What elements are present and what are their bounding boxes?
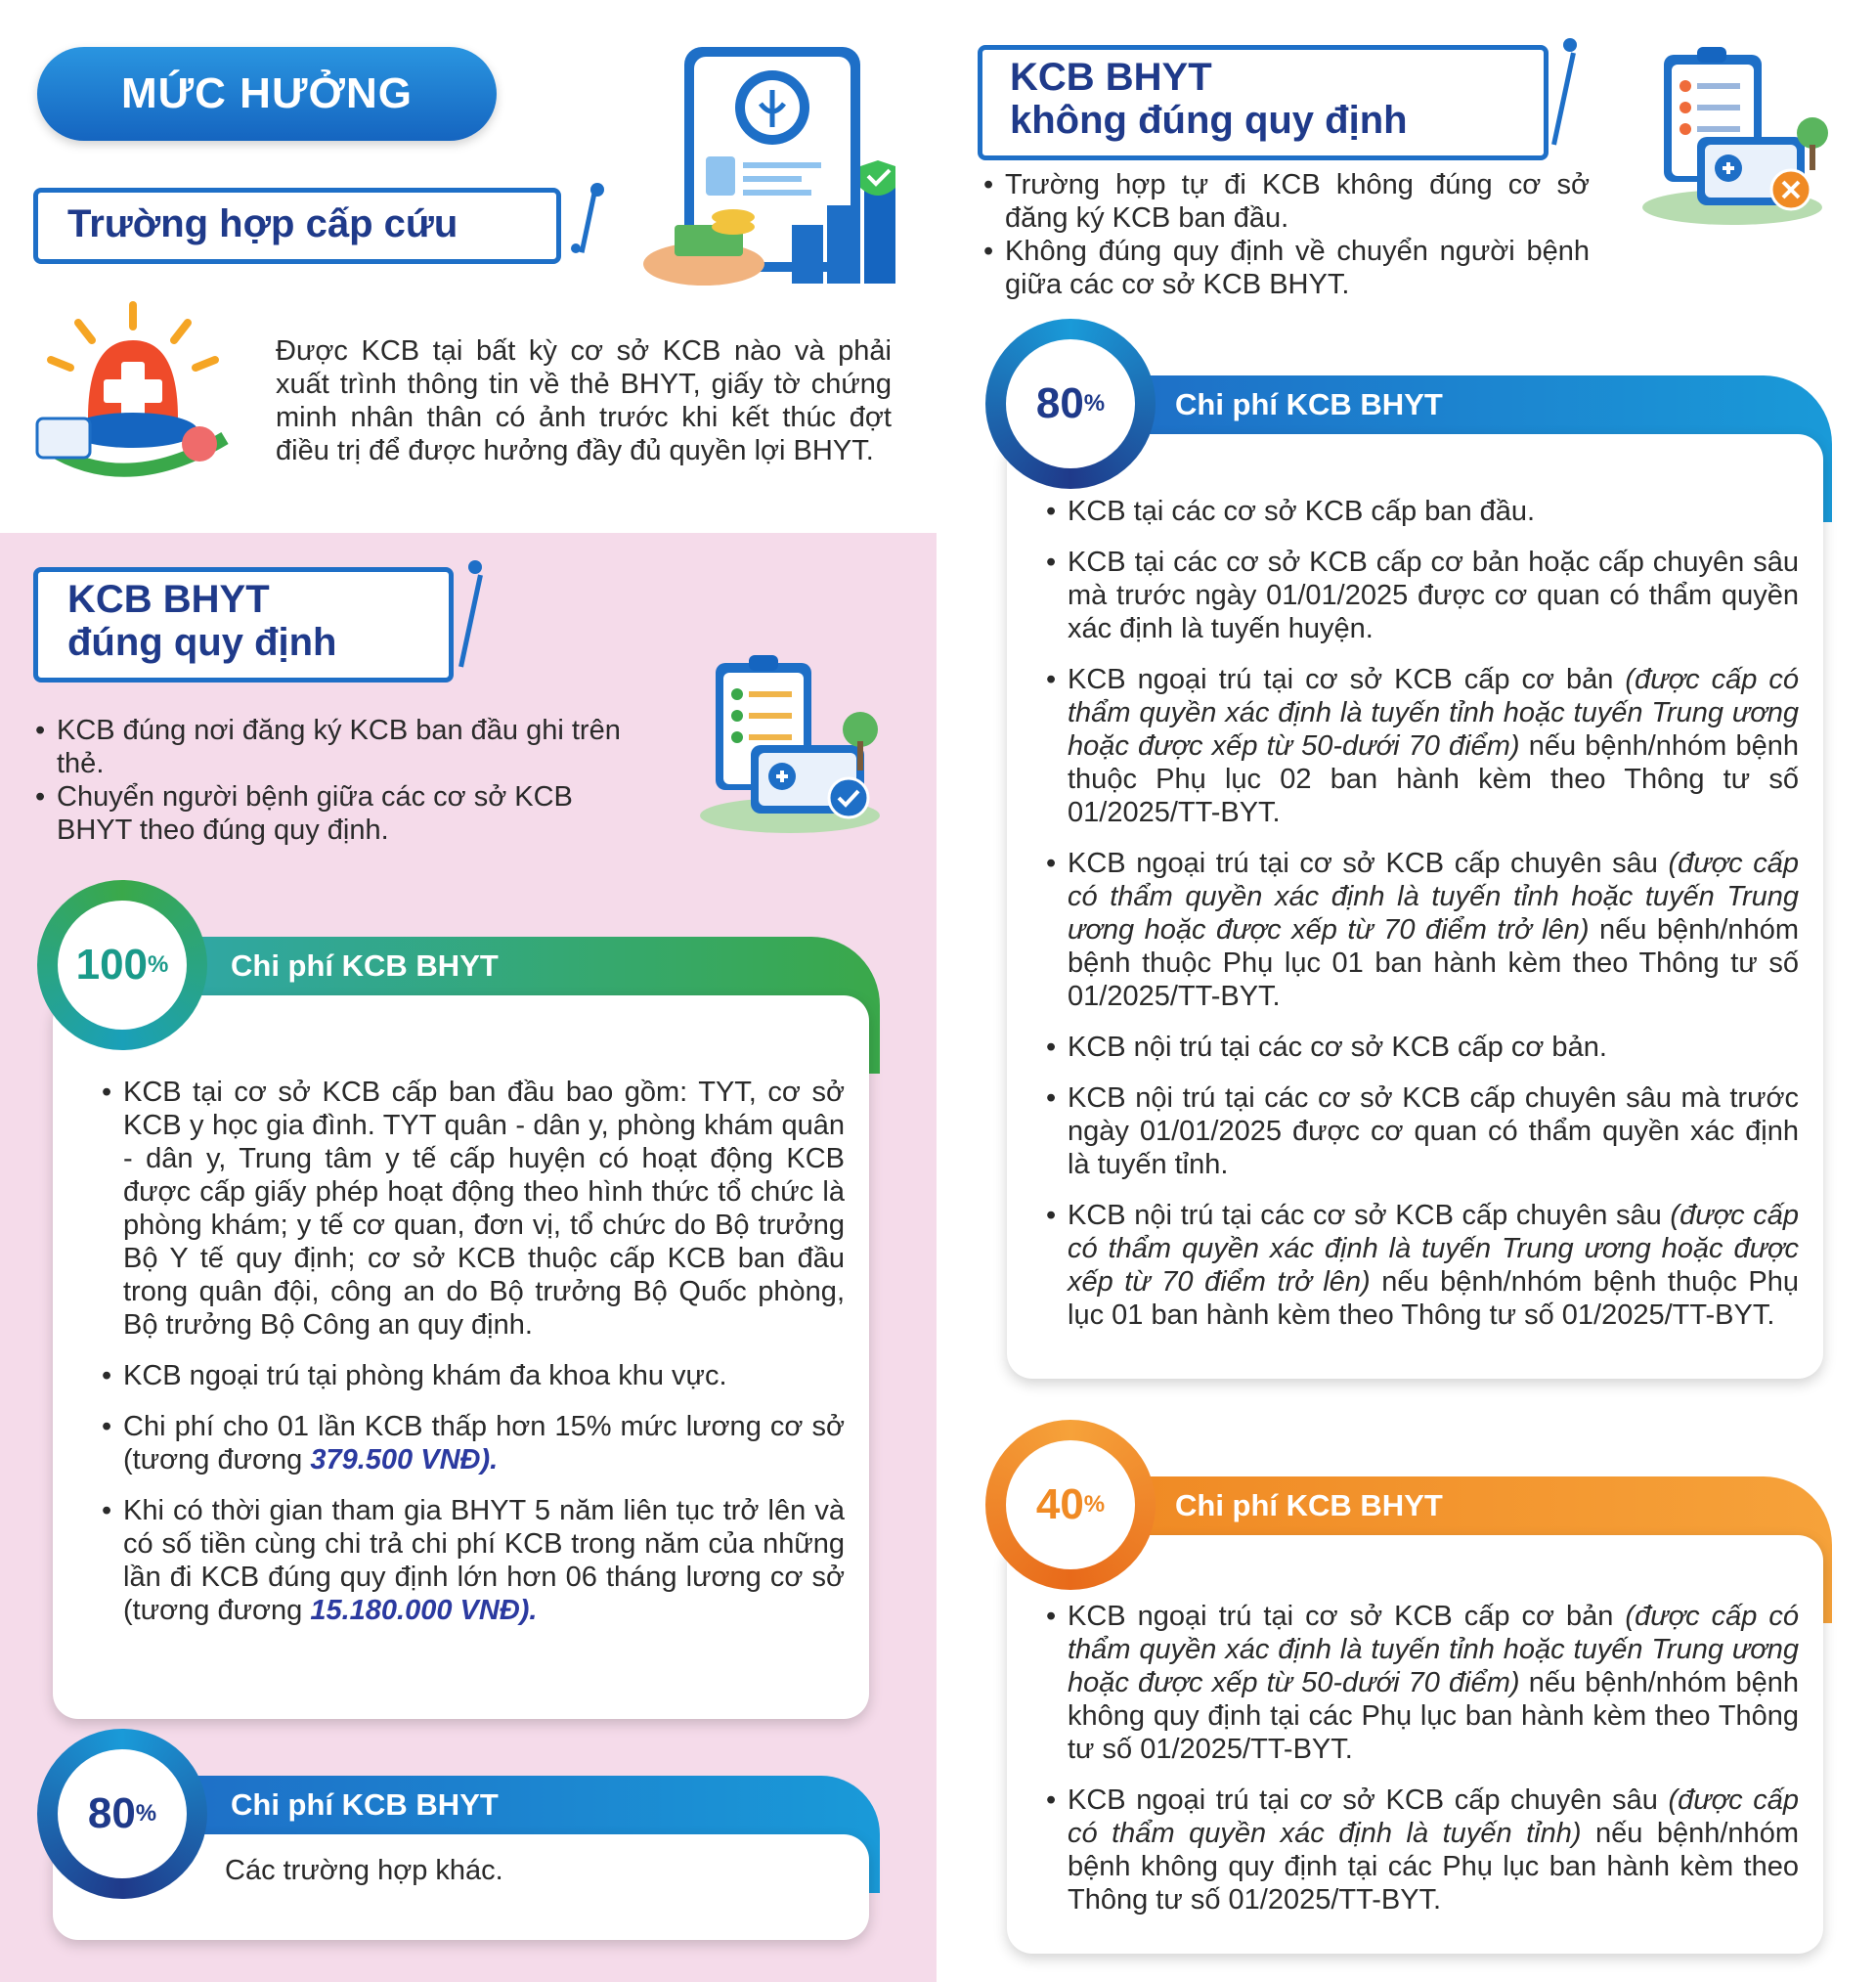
- item-text: Khi có thời gian tham gia BHYT 5 năm liên tục trở lên và có số tiền cùng chi trả chi phí KCB trong năm của những lần đi KCB đúng quy định lớn hơn 06 tháng lương cơ sở (tương đương: [123, 1495, 845, 1626]
- list-item: • KCB tại cơ sở KCB cấp ban đầu bao gồm: TYT, cơ sở KCB y học gia đình. TYT quân - dân y, phòng khám quân - dân y, Trung tâm y tế cấp huyện có hoạt động KCB được cấp giấy phép hoạt động theo hình thức tổ chức là phòng khám; y tế cơ quan, đơn vị, tổ chức do Bộ trưởng Bộ Y tế quy định; cơ sở KCB thuộc cấp KCB ban đầu trong quân đội, công an do Bộ trưởng Bộ Quốc phòng, Bộ trưởng Bộ Công an quy định.: [102, 1076, 845, 1342]
- benefit-80-badge: [1006, 339, 1135, 468]
- section-title-pill: MỨC HƯỞNG: [37, 47, 497, 141]
- item-text: KCB ngoại trú tại cơ sở KCB cấp cơ bản: [1068, 1601, 1626, 1632]
- list-item: • KCB nội trú tại các cơ sở KCB cấp cơ bản.: [1046, 1031, 1799, 1064]
- item-text: Chi phí cho 01 lần KCB thấp hơn 15% mức lương cơ sở (tương đương: [123, 1411, 845, 1475]
- tag-dot: [571, 243, 581, 253]
- item-text: nếu bệnh/nhóm bệnh thuộc Phụ lục 01 ban hành kèm theo Thông tư số 01/2025/TT-BYT.: [1068, 1266, 1799, 1331]
- list-item: • KCB nội trú tại các cơ sở KCB cấp chuyên sâu mà trước ngày 01/01/2025 được cơ quan có thẩm quyền xác định là tuyến tỉnh.: [1046, 1081, 1799, 1181]
- list-item: • KCB tại các cơ sở KCB cấp ban đầu.: [1046, 495, 1799, 528]
- tag-stick: [580, 193, 597, 253]
- tag-dot: [468, 560, 482, 574]
- item-text: nếu bệnh/nhóm bệnh không quy định tại các Phụ lục ban hành kèm theo Thông tư số 01/2025/TT-BYT.: [1068, 1818, 1799, 1916]
- list-item: [1046, 1199, 1799, 1332]
- item-note: (được cấp có thẩm quyền xác định là tuyến tỉnh hoặc tuyến Trung ương hoặc được xếp từ 70 điểm trở lên): [1068, 848, 1799, 946]
- benefit-80-list: [1046, 495, 1799, 1349]
- list-item: [1046, 1600, 1799, 1766]
- clipboard-check-illustration: [692, 651, 888, 837]
- correct-title-line2: đúng quy định: [67, 621, 337, 664]
- clipboard-x-illustration: [1635, 43, 1830, 229]
- list-item: • KCB đúng nơi đăng ký KCB ban đầu ghi trên thẻ.: [35, 714, 651, 780]
- tag-dot: [590, 183, 604, 197]
- list-item: [1046, 847, 1799, 1013]
- percent-value: 80: [87, 1789, 136, 1837]
- item-note: (được cấp có thẩm quyền xác định là tuyến Trung ương hoặc được xếp từ 70 điểm trở lên): [1068, 1200, 1799, 1298]
- list-item: • Không đúng quy định về chuyển người bệnh giữa các cơ sở KCB BHYT.: [983, 235, 1590, 301]
- percent-value: 80: [1035, 379, 1084, 427]
- amount-value: 379.500 VNĐ).: [310, 1444, 499, 1475]
- list-item: • KCB ngoại trú tại phòng khám đa khoa khu vực.: [102, 1359, 845, 1392]
- list-item: • KCB tại các cơ sở KCB cấp cơ bản hoặc cấp chuyên sâu mà trước ngày 01/01/2025 được cơ quan có thẩm quyền xác định là tuyến huyện.: [1046, 546, 1799, 645]
- item-text: KCB ngoại trú tại cơ sở KCB cấp chuyên sâu: [1068, 1784, 1669, 1816]
- item-text: nếu bệnh/nhóm bệnh thuộc Phụ lục 01 ban hành kèm theo Thông tư số 01/2025/TT-BYT.: [1068, 914, 1799, 1012]
- benefit-80-other-ring: [37, 1729, 207, 1899]
- item-text: KCB ngoại trú tại cơ sở KCB cấp cơ bản: [1068, 664, 1626, 695]
- benefit-80-other-label: Chi phí KCB BHYT: [231, 1787, 499, 1822]
- list-item: • Trường hợp tự đi KCB không đúng cơ sở đăng ký KCB ban đầu.: [983, 168, 1590, 235]
- benefit-80-other-badge: [58, 1749, 187, 1878]
- emergency-text: Được KCB tại bất kỳ cơ sở KCB nào và phải xuất trình thông tin về thẻ BHYT, giấy tờ chứng minh nhân thân có ảnh trước khi kết thúc đợt điều trị để được hưởng đầy đủ quyền lợi BHYT.: [276, 335, 892, 466]
- percent-sign: %: [1083, 390, 1106, 417]
- benefit-80-other-text: Các trường hợp khác.: [225, 1855, 503, 1886]
- list-item: [102, 1494, 845, 1627]
- percent-sign: %: [1083, 1491, 1106, 1518]
- benefit-40-badge: [1006, 1440, 1135, 1569]
- incorrect-title-line1: KCB BHYT: [1010, 56, 1212, 99]
- item-text: KCB ngoại trú tại cơ sở KCB cấp chuyên sâu: [1068, 848, 1669, 879]
- percent-value: 40: [1035, 1480, 1084, 1528]
- bhyt-card-illustration: [626, 39, 899, 293]
- percent-sign: %: [148, 951, 169, 978]
- benefit-40-label: Chi phí KCB BHYT: [1175, 1488, 1443, 1522]
- benefit-100-badge: [58, 901, 187, 1030]
- percent-value: 100: [75, 941, 149, 989]
- tag-stick: [1551, 53, 1576, 146]
- list-item: [1046, 1784, 1799, 1916]
- siren-icon: [29, 301, 235, 497]
- item-note: (được cấp có thẩm quyền xác định là tuyến tỉnh hoặc tuyến Trung ương hoặc được xếp từ 50-dưới 70 điểm): [1068, 1601, 1799, 1698]
- list-item: [102, 1410, 845, 1476]
- correct-title-tag: [33, 567, 454, 683]
- incorrect-bullet-list: [983, 168, 1590, 301]
- correct-title-line1: KCB BHYT: [67, 578, 270, 621]
- benefit-100-card: [53, 995, 869, 1719]
- item-text: nếu bệnh/nhóm bệnh không quy định tại các Phụ lục ban hành kèm theo Thông tư số 01/2025/TT-BYT.: [1068, 1667, 1799, 1765]
- benefit-40-list: [1046, 1600, 1799, 1934]
- tag-dot: [1563, 38, 1577, 52]
- benefit-100-list: [102, 1076, 845, 1645]
- incorrect-title-tag: [978, 45, 1549, 160]
- amount-value: 15.180.000 VNĐ).: [310, 1595, 538, 1626]
- list-item: • Chuyển người bệnh giữa các cơ sở KCB BHYT theo đúng quy định.: [35, 780, 651, 847]
- incorrect-title-line2: không đúng quy định: [1010, 99, 1408, 142]
- item-note: (được cấp có thẩm quyền xác định là tuyến tỉnh hoặc tuyến Trung ương hoặc được xếp từ 50-dưới 70 điểm): [1068, 664, 1799, 762]
- emergency-title: Trường hợp cấp cứu: [67, 202, 458, 245]
- emergency-title-tag: [33, 188, 561, 264]
- benefit-40-ring: [985, 1420, 1156, 1590]
- correct-bullet-list: [35, 714, 651, 847]
- benefit-100-ring: [37, 880, 207, 1050]
- percent-sign: %: [135, 1800, 157, 1827]
- benefit-100-label: Chi phí KCB BHYT: [231, 948, 499, 983]
- item-text: KCB nội trú tại các cơ sở KCB cấp chuyên sâu: [1068, 1200, 1671, 1231]
- item-note: (được cấp có thẩm quyền xác định là tuyến tỉnh): [1068, 1784, 1799, 1849]
- benefit-40-card: [1007, 1535, 1823, 1954]
- benefit-80-label: Chi phí KCB BHYT: [1175, 387, 1443, 421]
- benefit-80-ring: [985, 319, 1156, 489]
- list-item: [1046, 663, 1799, 829]
- benefit-80-card: [1007, 434, 1823, 1379]
- item-text: nếu bệnh/nhóm bệnh thuộc Phụ lục 02 ban hành kèm theo Thông tư số 01/2025/TT-BYT.: [1068, 730, 1799, 828]
